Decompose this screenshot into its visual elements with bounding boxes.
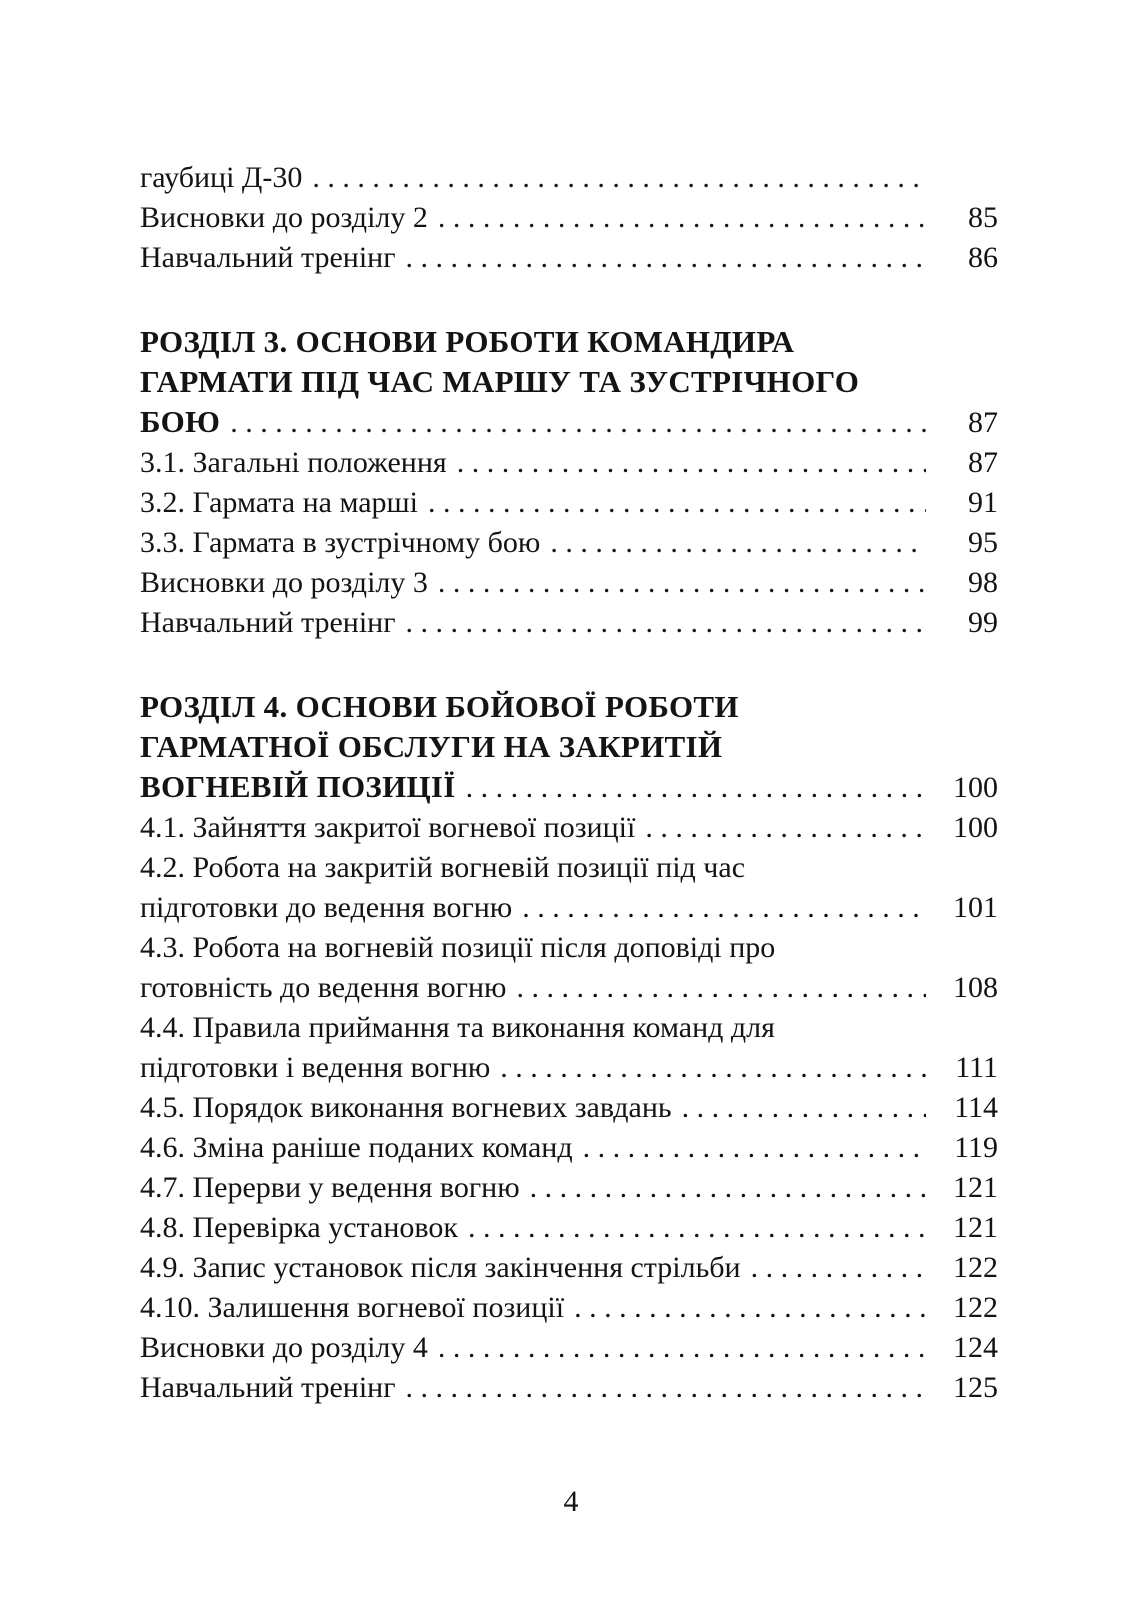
toc-entry-text: БОЮ (140, 404, 221, 439)
toc-entry-page-number: 100 (953, 811, 998, 844)
toc-entry-line (140, 928, 998, 968)
toc-leader-dots (751, 1248, 926, 1288)
toc-entry-line (140, 1168, 998, 1208)
toc-leader-dots (438, 198, 926, 238)
toc-entry-page-number: 91 (968, 486, 998, 519)
toc-entry-line (140, 402, 998, 443)
toc-entry-line (140, 523, 998, 563)
toc-entry-page-number: 124 (953, 1331, 998, 1364)
toc-leader-dots (406, 603, 926, 643)
toc-leader-dots (645, 808, 926, 848)
toc-leader-dots (468, 1208, 926, 1248)
toc-entry-line (140, 727, 998, 767)
toc-leader-dots (312, 158, 926, 198)
toc-section-chapter-4 (140, 687, 998, 1408)
toc-entry-text: 4.4. Правила приймання та виконання команд для (140, 1011, 775, 1044)
toc-entry-page-number: 98 (968, 566, 998, 599)
toc-entry-page-number: 87 (968, 406, 998, 439)
toc-entry-text: Навчальний тренінг (140, 241, 396, 274)
toc-entry-line (140, 1368, 998, 1408)
toc-entry-page-number: 95 (968, 526, 998, 559)
page-footer (0, 1482, 1142, 1522)
toc-entry-text: підготовки до ведення вогню (140, 891, 513, 924)
toc-entry-text: РОЗДІЛ 4. ОСНОВИ БОЙОВОЇ РОБОТИ (140, 689, 739, 724)
toc-entry-text: підготовки і ведення вогню (140, 1051, 491, 1084)
toc-entry-line (140, 158, 998, 198)
toc-leader-dots (406, 1368, 926, 1408)
toc-leader-dots (466, 768, 926, 808)
toc-entry-line (140, 687, 998, 727)
toc-entry-line (140, 968, 998, 1008)
toc-entry-line (140, 848, 998, 888)
toc-entry-line (140, 1088, 998, 1128)
toc-entry-line (140, 443, 998, 483)
toc-leader-dots (438, 1328, 926, 1368)
toc-entry-page-number: 121 (953, 1211, 998, 1244)
toc-entry-text: гаубиці Д-30 (140, 161, 303, 194)
toc-entry-text: ГАРМАТИ ПІД ЧАС МАРШУ ТА ЗУСТРІЧНОГО (140, 364, 860, 399)
toc-entry-text: 4.10. Залишення вогневої позиції (140, 1291, 565, 1324)
toc-entry-line (140, 808, 998, 848)
toc-entry-line (140, 1008, 998, 1048)
toc-entry-text: 4.7. Перерви у ведення вогню (140, 1171, 520, 1204)
toc-entry-line (140, 362, 998, 402)
toc-entry-text: ГАРМАТНОЇ ОБСЛУГИ НА ЗАКРИТІЙ (140, 729, 723, 764)
toc-entry-line (140, 1248, 998, 1288)
toc-entry-text: Висновки до розділу 4 (140, 1331, 428, 1364)
toc-entry-line (140, 888, 998, 928)
toc-entry-page-number: 125 (953, 1371, 998, 1404)
toc-leader-dots (500, 1048, 926, 1088)
toc-entry-text: готовність до ведення вогню (140, 971, 507, 1004)
toc-entry-line (140, 322, 998, 362)
toc-leader-dots (550, 523, 926, 563)
toc-leader-dots (583, 1128, 926, 1168)
toc-leader-dots (428, 483, 926, 523)
toc-entry-text: 3.2. Гармата на марші (140, 486, 418, 519)
toc-entry-page-number: 121 (953, 1171, 998, 1204)
table-of-contents (140, 158, 998, 1408)
toc-leader-dots (574, 1288, 926, 1328)
toc-entry-text: 4.5. Порядок виконання вогневих завдань (140, 1091, 672, 1124)
toc-entry-line (140, 1288, 998, 1328)
toc-entry-line (140, 238, 998, 278)
toc-entry-text: 4.6. Зміна раніше поданих команд (140, 1131, 573, 1164)
toc-entry-text: 3.1. Загальні положення (140, 446, 447, 479)
toc-entry-page-number: 85 (968, 201, 998, 234)
toc-entry-line (140, 1208, 998, 1248)
toc-entry-text: Висновки до розділу 3 (140, 566, 428, 599)
toc-entry-text: ВОГНЕВІЙ ПОЗИЦІЇ (140, 769, 456, 804)
toc-leader-dots (406, 238, 926, 278)
toc-leader-dots (457, 443, 926, 483)
toc-entry-text: РОЗДІЛ 3. ОСНОВИ РОБОТИ КОМАНДИРА (140, 324, 795, 359)
toc-entry-text: 4.3. Робота на вогневій позиції після доповіді про (140, 931, 776, 964)
toc-entry-page-number: 119 (954, 1131, 998, 1164)
toc-entry-page-number: 122 (953, 1251, 998, 1284)
toc-leader-dots (682, 1088, 926, 1128)
toc-leader-dots (522, 888, 926, 928)
toc-entry-text: 4.1. Зайняття закритої вогневої позиції (140, 811, 636, 844)
toc-entry-line (140, 1128, 998, 1168)
toc-entry-line (140, 767, 998, 808)
toc-entry-text: 3.3. Гармата в зустрічному бою (140, 526, 541, 559)
toc-leader-dots (530, 1168, 926, 1208)
toc-entry-page-number: 100 (953, 771, 998, 804)
toc-entry-line (140, 563, 998, 603)
toc-entry-page-number: 114 (954, 1091, 998, 1124)
toc-section-chapter-2-end (140, 158, 998, 278)
toc-entry-text: 4.9. Запис установок після закінчення стрільби (140, 1251, 741, 1284)
toc-entry-line (140, 198, 998, 238)
toc-entry-text: 4.8. Перевірка установок (140, 1211, 458, 1244)
toc-leader-dots (438, 563, 926, 603)
toc-entry-text: Навчальний тренінг (140, 606, 396, 639)
toc-entry-page-number: 87 (968, 446, 998, 479)
toc-entry-line (140, 483, 998, 523)
page-number: 4 (563, 1485, 579, 1518)
toc-leader-dots (516, 968, 926, 1008)
toc-entry-page-number: 99 (968, 606, 998, 639)
toc-entry-page-number: 108 (953, 971, 998, 1004)
toc-entry-line (140, 603, 998, 643)
toc-entry-line (140, 1328, 998, 1368)
toc-entry-page-number: 122 (953, 1291, 998, 1324)
toc-entry-line (140, 1048, 998, 1088)
toc-leader-dots (230, 403, 926, 443)
toc-entry-page-number: 86 (968, 241, 998, 274)
toc-entry-page-number: 111 (955, 1051, 998, 1084)
toc-entry-text: 4.2. Робота на закритій вогневій позиції під час (140, 851, 746, 884)
toc-section-chapter-3 (140, 322, 998, 643)
toc-entry-text: Навчальний тренінг (140, 1371, 396, 1404)
toc-entry-page-number: 101 (953, 891, 998, 924)
toc-entry-text: Висновки до розділу 2 (140, 201, 428, 234)
